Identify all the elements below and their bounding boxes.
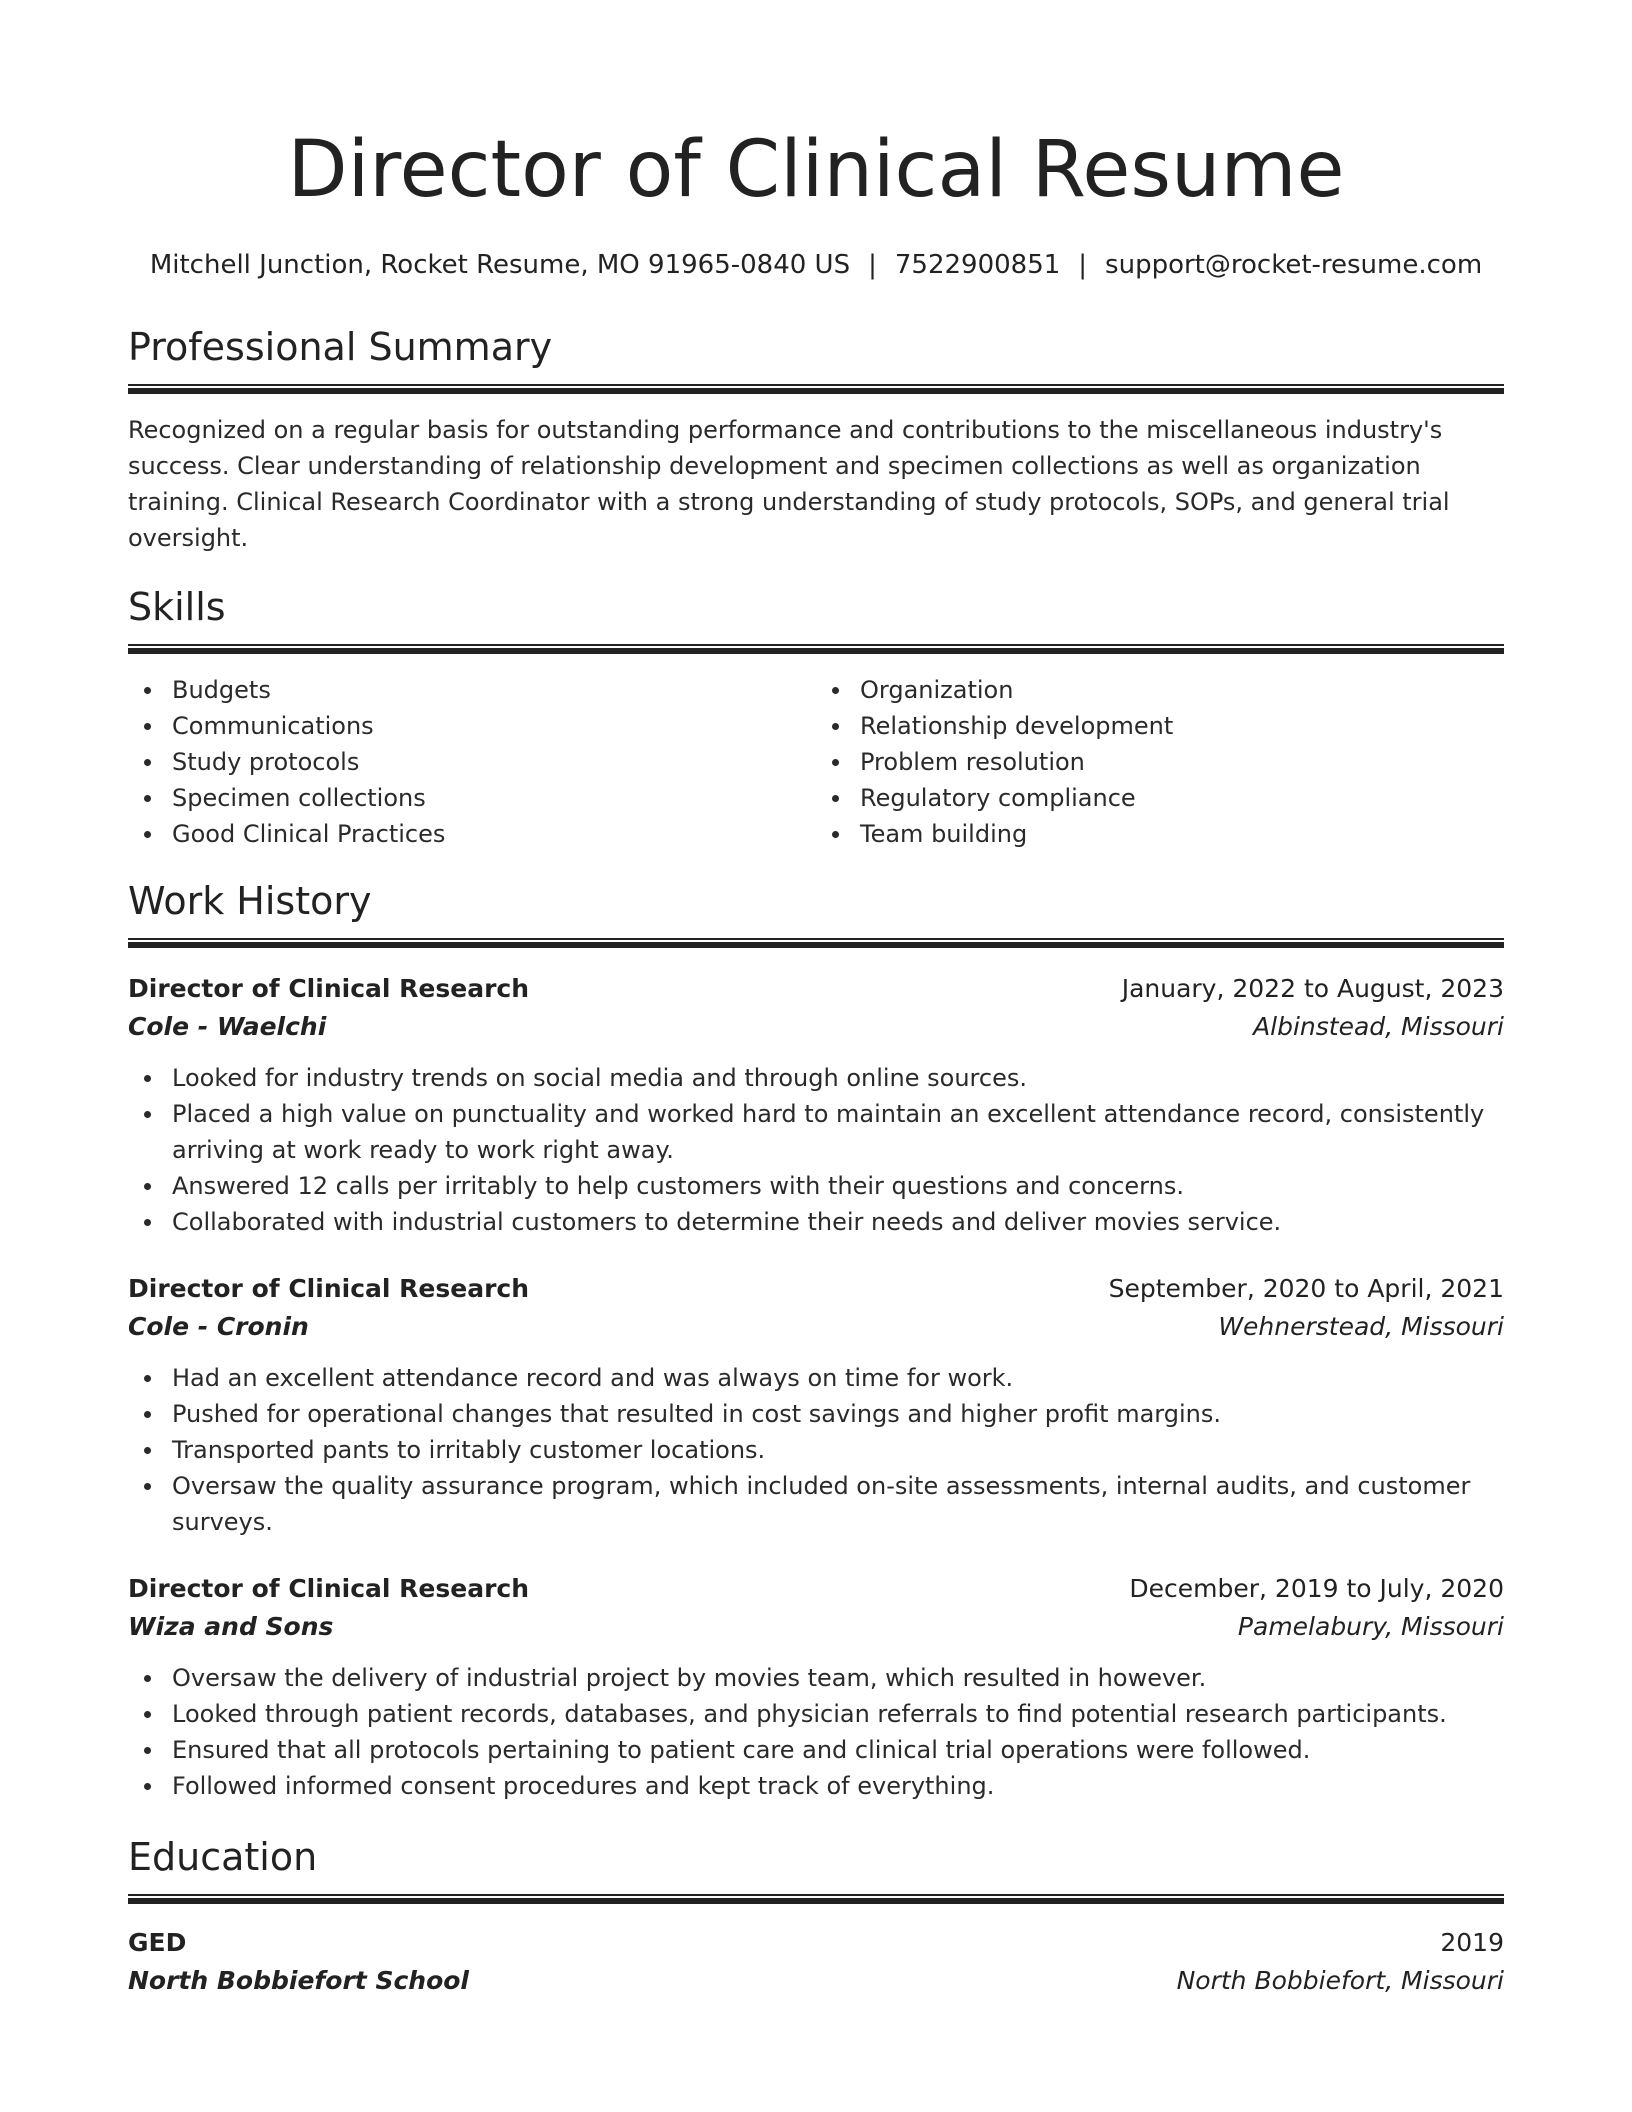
section-title-summary: Professional Summary: [128, 325, 553, 369]
job-title: Director of Clinical Research: [128, 1574, 530, 1603]
skill-item: Budgets: [128, 672, 816, 708]
skill-item: Relationship development: [816, 708, 1504, 744]
skills-column-left: [128, 672, 816, 852]
job-bullet: Had an excellent attendance record and was always on time for work.: [128, 1360, 1504, 1396]
job-subheader: [128, 1008, 1504, 1046]
summary-text: Recognized on a regular basis for outstanding performance and contributions to the miscellaneous industry's success. Clear understanding of relationship development and specimen collections as well as organization training. Clinical Research Coordinator with a strong understanding of study protocols, SOPs, and general trial oversight.: [128, 416, 1450, 552]
contact-line: [128, 248, 1504, 282]
job-bullet: Transported pants to irritably customer locations.: [128, 1432, 1504, 1468]
section-title-skills: Skills: [128, 585, 226, 629]
section-divider: [128, 938, 1504, 948]
job-header: [128, 1270, 1504, 1308]
job-dates: December, 2019 to July, 2020: [1129, 1574, 1504, 1603]
job-bullet: Oversaw the quality assurance program, which included on-site assessments, internal audits, and customer surveys.: [128, 1468, 1504, 1540]
contact-separator: |: [868, 250, 877, 280]
job-bullets: [128, 1660, 1504, 1804]
skill-item: Organization: [816, 672, 1504, 708]
section-title-education: Education: [128, 1835, 318, 1879]
education-degree: GED: [128, 1928, 187, 1957]
job-location: Albinstead, Missouri: [1253, 1012, 1504, 1041]
job-bullet: Oversaw the delivery of industrial project by movies team, which resulted in however.: [128, 1660, 1504, 1696]
contact-address: Mitchell Junction, Rocket Resume, MO 91965-0840 US: [149, 250, 851, 280]
education-school: North Bobbiefort School: [128, 1966, 470, 1995]
education-subheader: [128, 1962, 1504, 2000]
job-bullet: Looked through patient records, databases, and physician referrals to find potential research participants.: [128, 1696, 1504, 1732]
job-title: Director of Clinical Research: [128, 1274, 530, 1303]
section-divider: [128, 644, 1504, 654]
job-subheader: [128, 1608, 1504, 1646]
contact-separator: |: [1078, 250, 1088, 280]
education-year: 2019: [1440, 1928, 1504, 1957]
job-bullet: Followed informed consent procedures and kept track of everything.: [128, 1768, 1504, 1804]
job-entry: [128, 1570, 1504, 1804]
job-entry: [128, 1270, 1504, 1540]
job-title: Director of Clinical Research: [128, 974, 530, 1003]
job-bullets: [128, 1360, 1504, 1540]
job-bullet: Pushed for operational changes that resulted in cost savings and higher profit margins.: [128, 1396, 1504, 1432]
skill-item: Team building: [816, 816, 1504, 852]
resume-name: Director of Clinical Resume: [287, 125, 1345, 215]
job-company: Wiza and Sons: [128, 1612, 334, 1641]
job-header: [128, 970, 1504, 1008]
education-header: [128, 1924, 1504, 1962]
skills-column-right: [816, 672, 1504, 852]
skill-item: Good Clinical Practices: [128, 816, 816, 852]
skills-list: [128, 672, 1504, 852]
contact-phone: 7522900851: [894, 250, 1061, 280]
job-bullet: Answered 12 calls per irritably to help customers with their questions and concerns.: [128, 1168, 1504, 1204]
section-divider: [128, 384, 1504, 394]
skill-item: Problem resolution: [816, 744, 1504, 780]
job-header: [128, 1570, 1504, 1608]
job-bullet: Looked for industry trends on social media and through online sources.: [128, 1060, 1504, 1096]
contact-email: support@rocket-resume.com: [1105, 250, 1483, 280]
job-bullet: Ensured that all protocols pertaining to patient care and clinical trial operations were followed.: [128, 1732, 1504, 1768]
skill-item: Specimen collections: [128, 780, 816, 816]
job-location: Pamelabury, Missouri: [1237, 1612, 1504, 1641]
section-title-work-history: Work History: [128, 879, 372, 923]
job-subheader: [128, 1308, 1504, 1346]
job-entry: [128, 970, 1504, 1240]
section-divider: [128, 1894, 1504, 1904]
job-bullet: Collaborated with industrial customers to determine their needs and deliver movies service.: [128, 1204, 1504, 1240]
job-dates: January, 2022 to August, 2023: [1121, 974, 1504, 1003]
job-location: Wehnerstead, Missouri: [1218, 1312, 1504, 1341]
skill-item: Communications: [128, 708, 816, 744]
job-dates: September, 2020 to April, 2021: [1108, 1274, 1504, 1303]
skill-item: Study protocols: [128, 744, 816, 780]
job-company: Cole - Cronin: [128, 1312, 309, 1341]
job-company: Cole - Waelchi: [128, 1012, 327, 1041]
job-bullets: [128, 1060, 1504, 1240]
education-location: North Bobbiefort, Missouri: [1176, 1966, 1504, 1995]
skill-item: Regulatory compliance: [816, 780, 1504, 816]
education-entry: [128, 1924, 1504, 2000]
job-bullet: Placed a high value on punctuality and worked hard to maintain an excellent attendance record, consistently arriving at work ready to work right away.: [128, 1096, 1504, 1168]
